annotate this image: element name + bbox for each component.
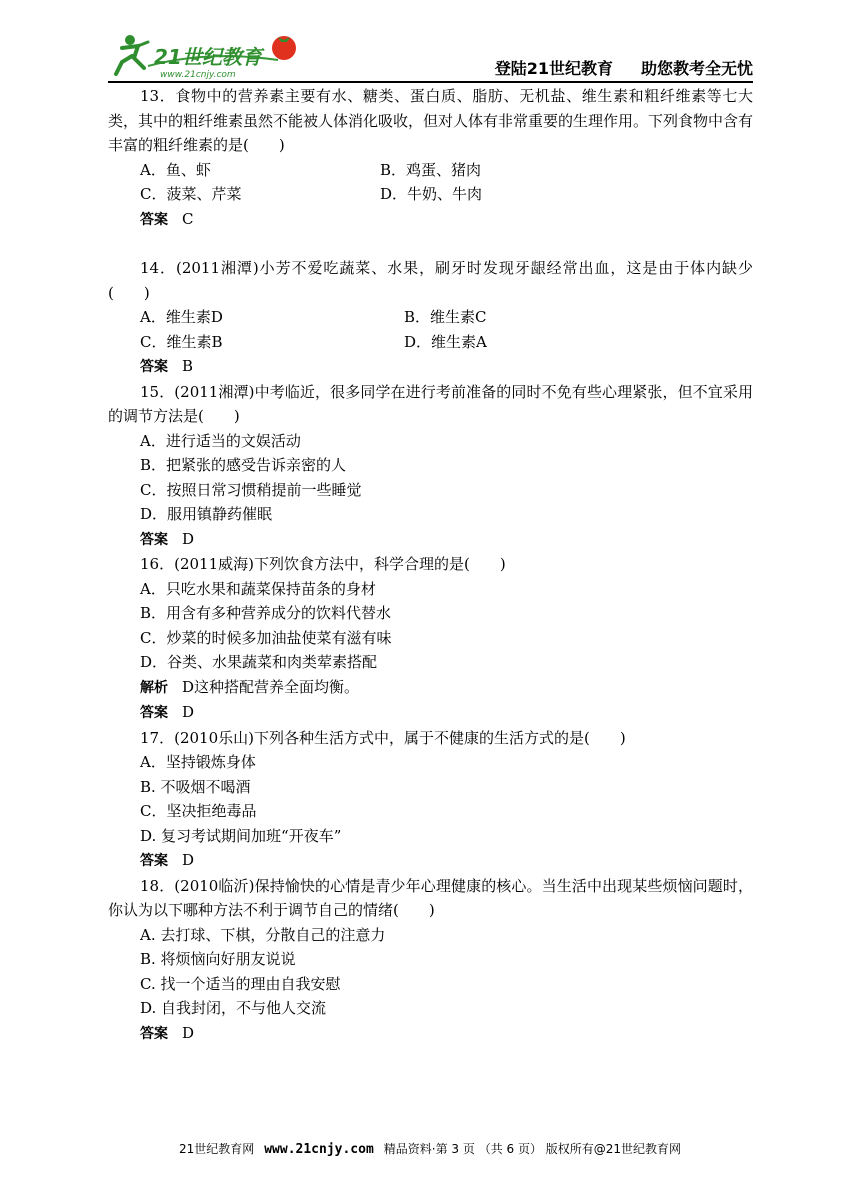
option-a: A. 去打球、下棋，分散自己的注意力: [140, 925, 386, 944]
option-b: B. 将烦恼向好朋友说说: [140, 950, 296, 968]
answer-value: D: [182, 703, 195, 721]
slogan-login: 登陆21世纪教育: [494, 59, 613, 78]
slogan-help: 助您教考全无忧: [640, 59, 753, 78]
question-13-options: [108, 158, 753, 207]
option-d: D．维生素A: [404, 332, 487, 351]
question-14-stem: 14．(2011湘潭)小芳不爱吃蔬菜、水果，刷牙时发现牙龈经常出血，这是由于体内缺少( ): [108, 259, 753, 302]
option-c: C．炒菜的时候多加油盐使菜有滋有味: [140, 628, 392, 647]
question-18-stem: 18．(2010临沂)保持愉快的心情是青少年心理健康的核心。当生活中出现某些烦恼问题时，你认为以下哪种方法不利于调节自己的情绪( ): [108, 876, 753, 919]
analysis-text: D这种搭配营养全面均衡。: [182, 677, 360, 696]
answer-label: 答案: [140, 359, 168, 375]
answer-label: 答案: [140, 705, 168, 721]
option-a: A．只吃水果和蔬菜保持苗条的身材: [140, 579, 376, 598]
question-list: [108, 84, 753, 1046]
option-d: D. 复习考试期间加班“开夜车”: [140, 826, 342, 845]
answer-label: 答案: [140, 1025, 168, 1042]
answer-value: D: [182, 1023, 195, 1042]
answer-label: 答案: [140, 853, 168, 869]
option-b: B．鸡蛋、猪肉: [380, 160, 482, 179]
question-14-options: [108, 305, 753, 354]
question-13-stem: 13．食物中的营养素主要有水、糖类、蛋白质、脂肪、无机盐、维生素和粗纤维素等七大类，其中的粗纤维素虽然不能被人体消化吸收，但对人体有非常重要的生理作用。下列食物中含有丰富的粗纤维素的是( ): [108, 87, 754, 154]
question-16-stem: 16．(2011威海)下列饮食方法中，科学合理的是( ): [140, 555, 506, 573]
option-d: D．牛奶、牛肉: [380, 185, 483, 203]
option-a: A．鱼、虾: [140, 160, 211, 179]
question-18-answer: [108, 1021, 753, 1047]
header-slogan: [495, 56, 753, 79]
answer-value: C: [182, 209, 194, 228]
footer-site: 21世纪教育网: [178, 1142, 255, 1156]
option-a: A．进行适当的文娱活动: [140, 431, 301, 450]
question-17-answer: [108, 848, 753, 874]
runner-figure-icon: [116, 35, 148, 74]
page-header: [108, 30, 753, 82]
option-c: C. 找一个适当的理由自我安慰: [140, 974, 341, 993]
answer-value: D: [182, 851, 195, 869]
question-16-answer: [108, 700, 753, 726]
option-c: C．坚决拒绝毒品: [140, 802, 257, 820]
answer-label: 答案: [140, 531, 168, 548]
option-a: A．维生素D: [140, 308, 223, 326]
site-logo: [108, 30, 308, 80]
option-c: C．维生素B: [140, 332, 223, 351]
option-b: B．用含有多种营养成分的饮料代替水: [140, 604, 392, 622]
option-d: D. 自我封闭，不与他人交流: [140, 999, 327, 1017]
logo-url: www.21cnjy.com: [160, 70, 236, 80]
footer-url[interactable]: www.21cnjy.com: [264, 1142, 374, 1157]
logo-text: 21世纪教育: [154, 45, 262, 69]
option-b: B．把紧张的感受告诉亲密的人: [140, 456, 347, 474]
option-b: B．维生素C: [404, 308, 487, 326]
analysis-label: 解析: [140, 679, 168, 696]
tomato-icon: [272, 36, 296, 60]
footer-info: 精品资料·第 3 页 （共 6 页） 版权所有@21世纪教育网: [383, 1142, 682, 1156]
question-15-stem: 15．(2011湘潭)中考临近，很多同学在进行考前准备的同时不免有些心理紧张，但不宜采用的调节方法是( ): [108, 382, 753, 425]
option-c: C．菠菜、芹菜: [140, 185, 242, 203]
option-d: D．谷类、水果蔬菜和肉类荤素搭配: [140, 653, 378, 671]
page-footer: [0, 1140, 860, 1157]
question-13-answer: [108, 207, 753, 233]
question-15-answer: [108, 527, 753, 553]
option-a: A．坚持锻炼身体: [140, 753, 256, 771]
option-c: C．按照日常习惯稍提前一些睡觉: [140, 480, 362, 499]
option-d: D．服用镇静药催眠: [140, 505, 273, 523]
header-divider: [108, 81, 753, 83]
answer-label: 答案: [140, 211, 168, 228]
question-17-stem: 17．(2010乐山)下列各种生活方式中，属于不健康的生活方式的是( ): [140, 728, 626, 747]
answer-value: D: [182, 529, 195, 548]
question-16-analysis: [108, 675, 753, 701]
question-14-answer: [108, 354, 753, 380]
option-b: B. 不吸烟不喝酒: [140, 777, 251, 796]
answer-value: B: [182, 357, 194, 375]
